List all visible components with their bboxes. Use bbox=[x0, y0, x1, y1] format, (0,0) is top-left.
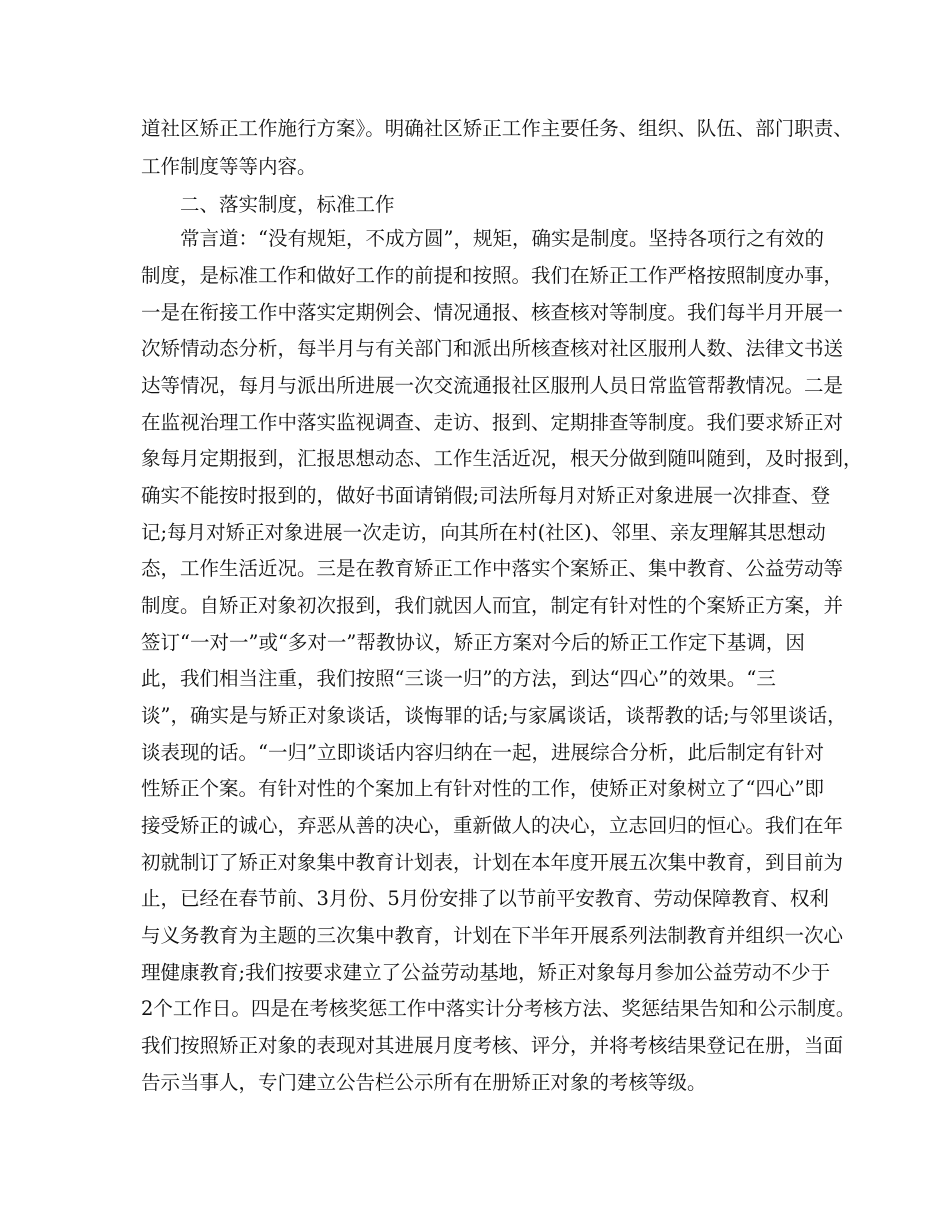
text-line: 止，已经在春节前、3月份、5月份安排了以节前平安教育、劳动保障教育、权利 bbox=[141, 887, 829, 910]
text-line: 次矫情动态分析，每半月与有关部门和派出所核查核对社区服刑人数、法律文书送 bbox=[141, 337, 844, 360]
text-line: 性矫正个案。有针对性的个案加上有针对性的工作，使矫正对象树立了“四心”即 bbox=[141, 777, 824, 800]
text-line: 告示当事人，专门建立公告栏公示所有在册矫正对象的考核等级。 bbox=[141, 1071, 707, 1094]
text-line: 与义务教育为主题的三次集中教育，计划在下半年开展系列法制教育并组织一次心 bbox=[141, 924, 844, 947]
text-line: 谈”，确实是与矫正对象谈话，谈悔罪的话;与家属谈话，谈帮教的话;与邻里谈话， bbox=[141, 704, 847, 727]
text-line: 我们按照矫正对象的表现对其进展月度考核、评分，并将考核结果登记在册，当面 bbox=[141, 1034, 844, 1057]
text-line: 记;每月对矫正对象进展一次走访，向其所在村(社区)、邻里、亲友理解其思想动 bbox=[141, 521, 826, 544]
text-line: 常言道：“没有规矩，不成方圆”，规矩，确实是制度。坚持各项行之有效的 bbox=[180, 227, 824, 250]
text-line: 道社区矫正工作施行方案》。明确社区矫正工作主要任务、组织、队伍、部门职责、 bbox=[141, 117, 853, 140]
text-line: 制度，是标准工作和做好工作的前提和按照。我们在矫正工作严格按照制度办事， bbox=[141, 264, 844, 287]
text-line: 理健康教育;我们按要求建立了公益劳动基地，矫正对象每月参加公益劳动不少于 bbox=[141, 961, 831, 984]
text-line: 工作制度等等内容。 bbox=[141, 155, 317, 178]
text-line: 在监视治理工作中落实监视调查、走访、报到、定期排查等制度。我们要求矫正对 bbox=[141, 411, 844, 434]
text-line: 一是在衔接工作中落实定期例会、情况通报、核查核对等制度。我们每半月开展一 bbox=[141, 301, 844, 324]
text-line: 态，工作生活近况。三是在教育矫正工作中落实个案矫正、集中教育、公益劳动等 bbox=[141, 557, 844, 580]
text-line: 此，我们相当注重，我们按照“三谈一归”的方法，到达“四心”的效果。“三 bbox=[141, 667, 776, 690]
text-line: 制度。自矫正对象初次报到，我们就因人而宜，制定有针对性的个案矫正方案，并 bbox=[141, 594, 844, 617]
text-line: 2个工作日。四是在考核奖惩工作中落实计分考核方法、奖惩结果告知和公示制度。 bbox=[141, 997, 856, 1020]
text-line: 确实不能按时报到的，做好书面请销假;司法所每月对矫正对象进展一次排查、登 bbox=[141, 484, 831, 507]
text-line: 签订“一对一”或“多对一”帮教协议，矫正方案对今后的矫正工作定下基调，因 bbox=[141, 631, 805, 654]
text-line: 接受矫正的诚心，弃恶从善的决心，重新做人的决心，立志回归的恒心。我们在年 bbox=[141, 814, 844, 837]
text-line: 谈表现的话。“一归”立即谈话内容归纳在一起，进展综合分析，此后制定有针对 bbox=[141, 741, 824, 764]
text-line: 象每月定期报到，汇报思想动态、工作生活近况，根天分做到随叫随到，及时报到， bbox=[141, 447, 863, 470]
section-heading: 二、落实制度，标准工作 bbox=[180, 193, 395, 216]
text-line: 达等情况，每月与派出所进展一次交流通报社区服刑人员日常监管帮教情况。二是 bbox=[141, 374, 844, 397]
text-line: 初就制订了矫正对象集中教育计划表，计划在本年度开展五次集中教育，到目前为 bbox=[141, 851, 844, 874]
